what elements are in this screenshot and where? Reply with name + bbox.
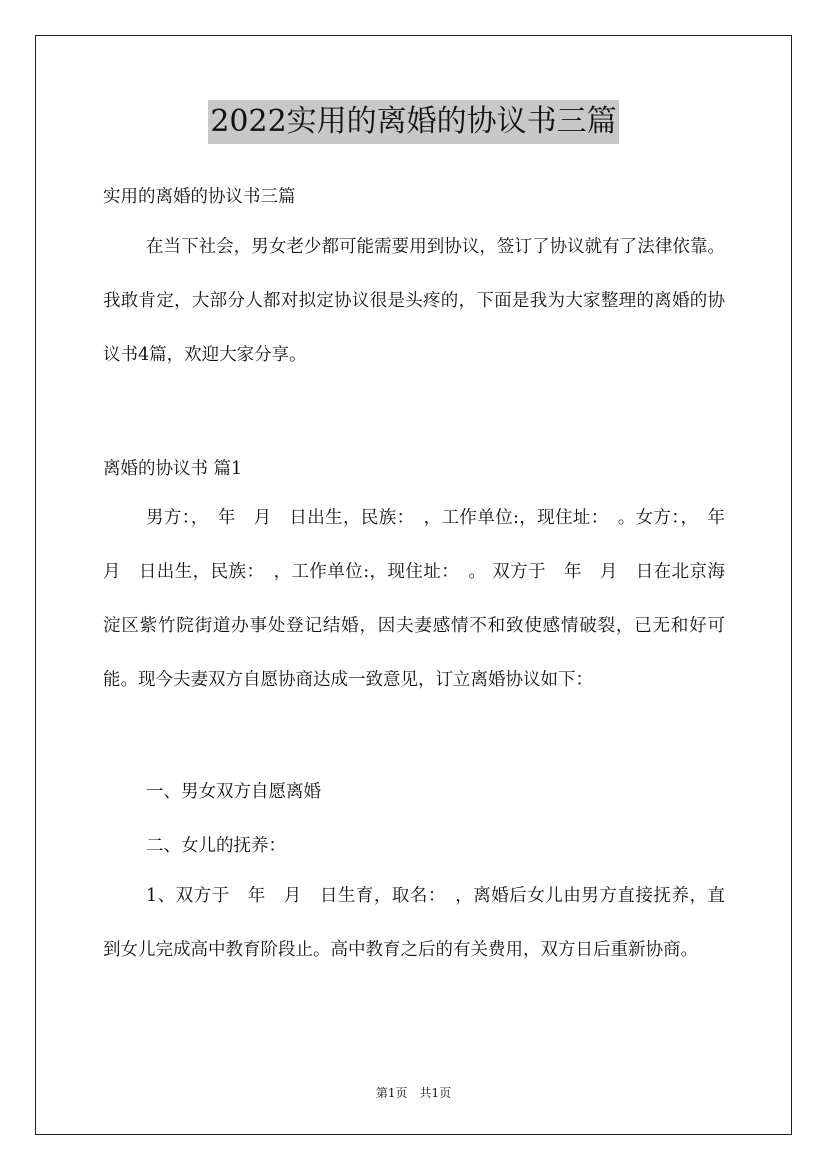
- page-footer: [0, 1084, 827, 1101]
- title-container: [0, 100, 827, 144]
- intro-paragraph: 在当下社会，男女老少都可能需要用到协议，签订了协议就有了法律依靠。我敢肯定，大部分人都对拟定协议很是头疼的，下面是我为大家整理的离婚的协议书4篇，欢迎大家分享。: [103, 237, 725, 365]
- clause-2: 二、女儿的抚养：: [146, 836, 286, 856]
- clause-1: 一、男女双方自愿离婚: [146, 782, 321, 802]
- page-number: 第1页 共1页: [375, 1086, 452, 1100]
- section-heading: 离婚的协议书 篇1: [103, 459, 243, 479]
- document-subtitle: 实用的离婚的协议书三篇: [103, 187, 296, 207]
- parties-paragraph: 男方：， 年 月 日出生，民族： ，工作单位:，现住址： 。女方：， 年 月 日出生，民族： ，工作单位:，现住址： 。 双方于 年 月 日在北京海淀区紫竹院街道办事处登记结婚，因夫妻感情不和致使感情破裂，已无和好可能。现今夫妻双方自愿协商达成一致意见，订立离婚协议如下：: [103, 508, 743, 690]
- clause-2-1: 1、双方于 年 月 日生育，取名： ，离婚后女儿由男方直接抚养，直到女儿完成高中教育阶段止。高中教育之后的有关费用，双方日后重新协商。: [103, 886, 725, 960]
- document-title: 2022实用的离婚的协议书三篇: [208, 100, 618, 144]
